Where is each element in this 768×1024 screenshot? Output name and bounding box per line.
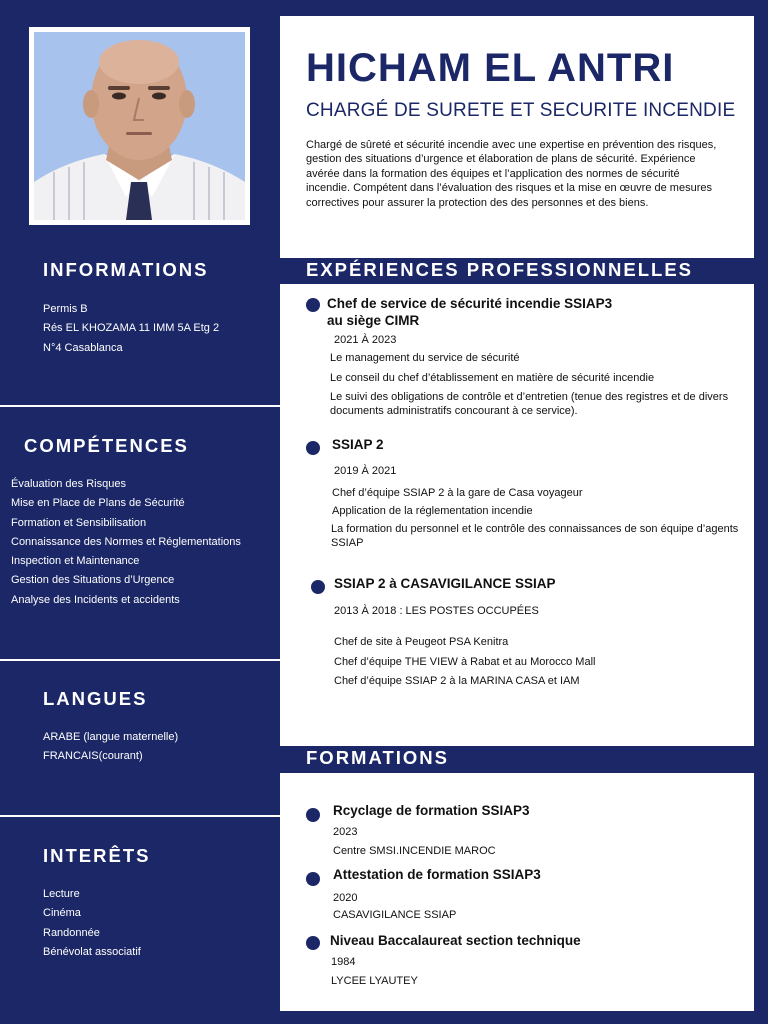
skill-item: Mise en Place de Plans de Sécurité [11, 497, 185, 510]
formation-1-title: Rcyclage de formation SSIAP3 [333, 803, 530, 818]
skill-item: Formation et Sensibilisation [11, 516, 147, 529]
job-1-title-line1: Chef de service de sécurité incendie SSIAP3 [327, 296, 613, 311]
timeline-bullet [306, 936, 320, 950]
job-1-title [327, 295, 737, 329]
job-2-task: Chef d’équipe SSIAP 2 à la gare de Casa voyageur [332, 487, 583, 499]
job-3-period: 2013 À 2018 : LES POSTES OCCUPÉES [334, 605, 539, 617]
candidate-name: HICHAM EL ANTRI [306, 46, 675, 90]
info-line: N°4 Casablanca [43, 341, 123, 354]
job-2-period: 2019 À 2021 [334, 465, 397, 477]
informations-heading: INFORMATIONS [43, 259, 209, 280]
job-2-task: Application de la réglementation incendie [332, 505, 533, 517]
skill-item: Gestion des Situations d’Urgence [11, 574, 175, 587]
language-item: ARABE (langue maternelle) [43, 731, 179, 743]
experiences-heading: EXPÉRIENCES PROFESSIONNELLES [306, 259, 694, 280]
formation-3-title: Niveau Baccalaureat section technique [330, 933, 581, 948]
skill-item: Évaluation des Risques [11, 478, 126, 490]
info-line: Permis B [43, 303, 88, 315]
formations-heading: FORMATIONS [306, 747, 449, 768]
formation-3-year: 1984 [331, 956, 356, 968]
section-divider [0, 405, 280, 407]
skill-item: Connaissance des Normes et Réglementations [11, 535, 241, 548]
interest-item: Lecture [43, 888, 80, 900]
job-3-task: Chef de site à Peugeot PSA Kenitra [334, 636, 509, 648]
langues-list [43, 728, 178, 767]
job-title: CHARGÉ DE SURETE ET SECURITE INCENDIE [306, 100, 736, 121]
formation-2-school: CASAVIGILANCE SSIAP [333, 909, 457, 921]
job-1-task: Le suivi des obligations de contrôle et d’entretien (tenue des registres et de divers documents administratifs concourant à ce service). [330, 391, 729, 417]
skill-item: Analyse des Incidents et accidents [11, 593, 180, 606]
formation-2-title: Attestation de formation SSIAP3 [333, 867, 541, 882]
formation-3-school: LYCEE LYAUTEY [331, 975, 418, 987]
timeline-bullet [306, 298, 320, 312]
section-divider [0, 659, 280, 661]
interest-item: Cinéma [43, 907, 81, 920]
profile-photo [34, 32, 245, 220]
section-divider [0, 815, 280, 817]
competences-heading: COMPÉTENCES [24, 435, 189, 456]
formation-2-year: 2020 [333, 892, 358, 904]
profile-summary: Chargé de sûreté et sécurité incendie avec une expertise en prévention des risques, gestion des situations d’urgence et élaboration de plans de sécurité. Expérience avérée dans la formation des équipes et l’application des normes de sécurité incendie. Compétent dans l’évaluation des risques et la mise en œuvre de mesures correctives pour assurer la protection des des personnes et des biens. [306, 139, 717, 209]
timeline-bullet [311, 580, 325, 594]
job-3-task: Chef d’équipe SSIAP 2 à la MARINA CASA et IAM [334, 675, 580, 687]
job-2-title: SSIAP 2 [332, 437, 384, 452]
interets-heading: INTERÊTS [43, 845, 151, 866]
timeline-bullet [306, 808, 320, 822]
job-3-task: Chef d’équipe THE VIEW à Rabat et au Morocco Mall [334, 656, 596, 668]
job-1-period: 2021 À 2023 [334, 334, 397, 346]
informations-list [43, 300, 219, 358]
formation-1-school: Centre SMSI.INCENDIE MAROC [333, 845, 496, 857]
formation-1-year: 2023 [333, 826, 358, 838]
timeline-bullet [306, 872, 320, 886]
job-1-title-line2: au siège CIMR [327, 313, 420, 328]
job-1-task: Le management du service de sécurité [330, 352, 520, 364]
interest-item: Bénévolat associatif [43, 945, 141, 958]
skill-item: Inspection et Maintenance [11, 555, 140, 568]
job-2-task: La formation du personnel et le contrôle des connaissances de son équipe d’agents SSIAP [331, 523, 739, 549]
language-item: FRANCAIS(courant) [43, 750, 143, 763]
job-1-task: Le conseil du chef d’établissement en matière de sécurité incendie [330, 372, 655, 384]
langues-heading: LANGUES [43, 688, 148, 709]
timeline-bullet [306, 441, 320, 455]
competences-list [11, 475, 241, 610]
interest-item: Randonnée [43, 926, 100, 939]
interets-list [43, 885, 141, 962]
info-line: Rés EL KHOZAMA 11 IMM 5A Etg 2 [43, 322, 220, 335]
job-3-title: SSIAP 2 à CASAVIGILANCE SSIAP [334, 576, 556, 591]
profile-photo-frame [29, 27, 250, 225]
